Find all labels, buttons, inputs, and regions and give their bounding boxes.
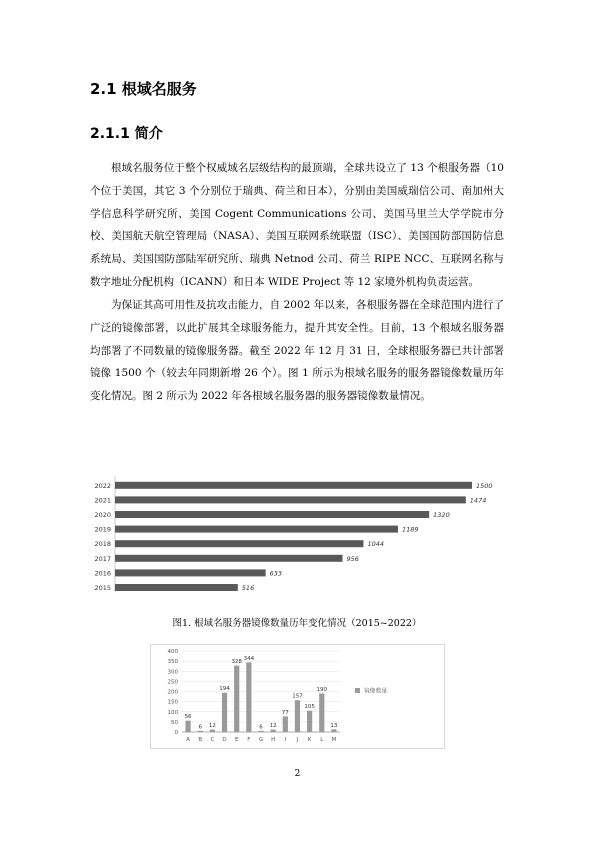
year-bar-value-label: 956 xyxy=(346,554,359,563)
server-bar-value-label: 344 xyxy=(243,655,255,662)
x-tick-label: A xyxy=(186,737,190,743)
year-bar xyxy=(115,569,266,576)
year-bar-value-label: 1044 xyxy=(367,540,385,549)
x-tick-label: M xyxy=(331,737,337,743)
year-bar-value-label: 1189 xyxy=(401,525,419,534)
server-bar xyxy=(246,662,251,732)
server-bar xyxy=(234,666,239,732)
server-bar-value-label: 56 xyxy=(184,714,192,721)
y-tick-label: 300 xyxy=(167,669,178,676)
yearly-mirror-chart xyxy=(90,474,510,592)
figure-1-caption: 图1. 根域名服务器镜像数量历年变化情况（2015~2022） xyxy=(172,618,422,629)
year-tick-label: 2019 xyxy=(94,525,111,534)
legend-swatch xyxy=(355,688,360,693)
y-tick-label: 200 xyxy=(167,689,178,696)
server-bar xyxy=(331,729,336,732)
year-bar-value-label: 1474 xyxy=(469,496,487,505)
server-bar xyxy=(210,730,215,732)
year-tick-label: 2015 xyxy=(94,584,111,592)
x-tick-label: D xyxy=(222,737,227,743)
paragraph-intro: 根域名服务位于整个权威域名层级结构的最顶端，全球共设立了 13 个根服务器（10 个位于美国，其它 3 个分别位于瑞典、荷兰和日本），分别由美国威瑞信公司、南加州大学信息科学研究所、美国 Cogent Communications 公司、美国马里兰大学学院市分校、美国航天航空管理局（NASA）、美国互联网系统联盟（ISC）、美国国防部国防信息系统局、美国国防部陆军研究所、瑞典 Netnod 公司、荷兰 RIPE NCC、互联网名称与数字地址分配机构（ICANN）和日本 WIDE Project 等 12 家境外机构负责运营。 xyxy=(90,162,504,288)
server-bar-value-label: 194 xyxy=(219,686,230,693)
server-bar xyxy=(307,711,312,732)
x-tick-label: E xyxy=(234,737,239,743)
year-bar xyxy=(115,526,398,533)
year-tick-label: 2022 xyxy=(94,481,111,490)
y-tick-label: 150 xyxy=(167,699,178,706)
y-tick-label: 250 xyxy=(167,679,178,686)
year-bar-value-label: 633 xyxy=(269,569,283,578)
server-bar xyxy=(258,731,263,732)
x-tick-label: C xyxy=(210,737,215,743)
year-bar xyxy=(115,496,466,503)
section-heading: 2.1 根域名服务 xyxy=(90,80,197,98)
server-bar-value-label: 12 xyxy=(269,723,277,730)
year-bar xyxy=(115,540,363,547)
paragraph-mirrors: 为保证其高可用性及抗攻击能力，自 2002 年以来，各根服务器在全球范围内进行了广泛的镜像部署，以此扩展其全球服务能力，提升其安全性。目前，13 个根域名服务器均部署了不同数量的镜像服务器。截至 2022 年 12 月 31 日，全球根服务器已共计部署镜像 1500 个（较去年同期新增 26 个）。图 1 所示为根域名服务的服务器镜像数量历年变化情况。图 2 所示为 2022 年各根域名服务器的服务器镜像数量情况。 xyxy=(90,299,504,403)
y-tick-label: 100 xyxy=(167,709,178,716)
year-bar xyxy=(115,584,238,591)
year-tick-label: 2016 xyxy=(94,569,111,578)
server-bar xyxy=(295,700,300,732)
x-tick-label: B xyxy=(198,737,203,743)
server-bar-value-label: 105 xyxy=(304,704,315,711)
year-bar xyxy=(115,482,472,489)
x-tick-label: F xyxy=(247,737,251,743)
page-number: 2 xyxy=(294,769,301,779)
year-tick-label: 2021 xyxy=(94,496,111,505)
year-bar xyxy=(115,555,343,562)
server-bar xyxy=(198,731,203,732)
subsection-heading: 2.1.1 简介 xyxy=(90,126,163,142)
server-bar-value-label: 157 xyxy=(292,693,303,700)
year-bar-value-label: 516 xyxy=(241,584,255,592)
server-bar-value-label: 328 xyxy=(231,659,242,666)
per-server-mirror-chart xyxy=(150,644,445,749)
y-tick-label: 400 xyxy=(167,649,178,655)
x-tick-label: I xyxy=(284,737,287,743)
server-bar-value-label: 6 xyxy=(198,724,202,731)
legend-label: 镜像数量 xyxy=(364,688,388,695)
x-tick-label: H xyxy=(271,737,276,743)
server-bar-value-label: 13 xyxy=(330,722,338,729)
x-tick-label: L xyxy=(320,737,324,743)
y-tick-label: 50 xyxy=(171,719,178,726)
server-bar-value-label: 12 xyxy=(208,723,216,730)
x-tick-label: G xyxy=(258,737,264,743)
x-tick-label: J xyxy=(296,737,299,743)
x-tick-label: K xyxy=(307,737,312,743)
server-bar-value-label: 6 xyxy=(259,724,263,731)
server-bar-value-label: 190 xyxy=(316,687,328,694)
server-bar xyxy=(271,730,276,732)
server-bar xyxy=(319,694,324,732)
year-tick-label: 2020 xyxy=(94,511,111,519)
server-bar xyxy=(222,693,227,732)
year-bar-value-label: 1320 xyxy=(433,511,450,519)
server-bar xyxy=(283,716,288,732)
year-tick-label: 2017 xyxy=(94,554,111,563)
y-tick-label: 350 xyxy=(167,659,178,666)
server-bar xyxy=(185,721,190,732)
year-tick-label: 2018 xyxy=(94,540,111,549)
year-bar-value-label: 1500 xyxy=(476,481,493,490)
year-bar xyxy=(115,511,429,518)
y-tick-label: 0 xyxy=(174,730,178,736)
server-bar-value-label: 77 xyxy=(281,709,289,716)
